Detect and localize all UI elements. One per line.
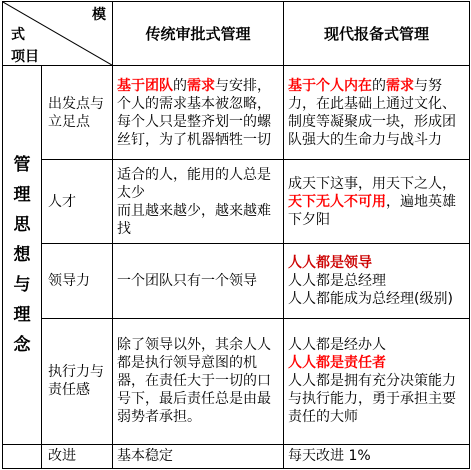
category-char: 想 xyxy=(13,245,31,266)
body-text: 成天下这事，用天下之人， xyxy=(288,175,456,192)
body-text: 的 xyxy=(372,77,386,94)
body-text: 与努力，在此基础上通过文化、制度等凝聚成一块，形成团队强大的生命力与战斗力 xyxy=(288,77,456,148)
traditional-cell: 除了领导以外，其余人人都是执行领导意图的机器，在责任大于一切的口号下，最后责任总是由最弱势者承担。 xyxy=(113,318,284,444)
row-label: 人才 xyxy=(42,160,113,244)
modern-cell xyxy=(284,160,470,244)
comparison-table xyxy=(2,1,470,469)
modern-cell xyxy=(284,244,470,318)
highlight-text: 基于个人内在 xyxy=(288,77,372,94)
header-diag-mid: 式 xyxy=(11,27,25,43)
highlight-text: 人人都是责任者 xyxy=(288,355,386,372)
traditional-cell: 一个团队只有一个领导 xyxy=(113,244,284,318)
body-text: 人人都是总经理 xyxy=(288,273,386,290)
modern-cell: 每天改进 1% xyxy=(284,444,470,468)
header-diag-bottom: 项目 xyxy=(11,49,39,65)
category-char: 理 xyxy=(13,185,31,206)
traditional-cell xyxy=(113,160,284,244)
body-text: 而且越来越少，越来越难找 xyxy=(117,202,271,237)
traditional-cell: 基本稳定 xyxy=(113,444,284,468)
modern-cell xyxy=(284,66,470,160)
body-text: ，遍地英雄下夕阳 xyxy=(288,193,456,228)
row-label: 执行力与责任感 xyxy=(42,318,113,444)
body-text: 的 xyxy=(173,77,187,94)
body-text: 人人都能成为总经理(级别) xyxy=(288,291,453,308)
category-char: 念 xyxy=(13,335,31,356)
header-traditional: 传统审批式管理 xyxy=(113,2,284,66)
highlight-text: 需求 xyxy=(386,77,414,94)
header-row xyxy=(3,2,470,66)
table-row xyxy=(3,444,470,468)
highlight-text: 需求 xyxy=(187,77,215,94)
traditional-cell xyxy=(113,66,284,160)
category-char: 理 xyxy=(13,305,31,326)
category-char: 管 xyxy=(13,155,31,176)
body-text: 人人都是拥有充分决策能力与执行能力，勇于承担主要责任的大师 xyxy=(288,373,456,426)
row-label: 改进 xyxy=(42,444,113,468)
highlight-text: 基于团队 xyxy=(117,77,173,94)
table-row xyxy=(3,160,470,244)
modern-cell xyxy=(284,318,470,444)
row-label: 领导力 xyxy=(42,244,113,318)
highlight-text: 天下无人不可用 xyxy=(288,193,386,210)
table-row xyxy=(3,66,470,160)
category-char: 与 xyxy=(13,275,31,296)
body-text: 适合的人，能用的人总是太少 xyxy=(117,166,271,201)
diagonal-header-cell xyxy=(3,2,113,66)
body-text: 人人都是经办人 xyxy=(288,337,386,354)
row-label: 出发点与立足点 xyxy=(42,66,113,160)
highlight-text: 人人都是领导 xyxy=(288,255,372,272)
table-row xyxy=(3,244,470,318)
empty-category-cell xyxy=(3,444,42,468)
category-char: 思 xyxy=(13,215,31,236)
header-modern: 现代报备式管理 xyxy=(284,2,470,66)
category-cell xyxy=(3,66,42,445)
header-diag-top: 模 xyxy=(92,7,106,23)
table-row xyxy=(3,318,470,444)
body-text: 与安排，个人的需求基本被忽略，每个人只是整齐划一的螺丝钉，为了机器牺牲一切 xyxy=(117,77,271,148)
